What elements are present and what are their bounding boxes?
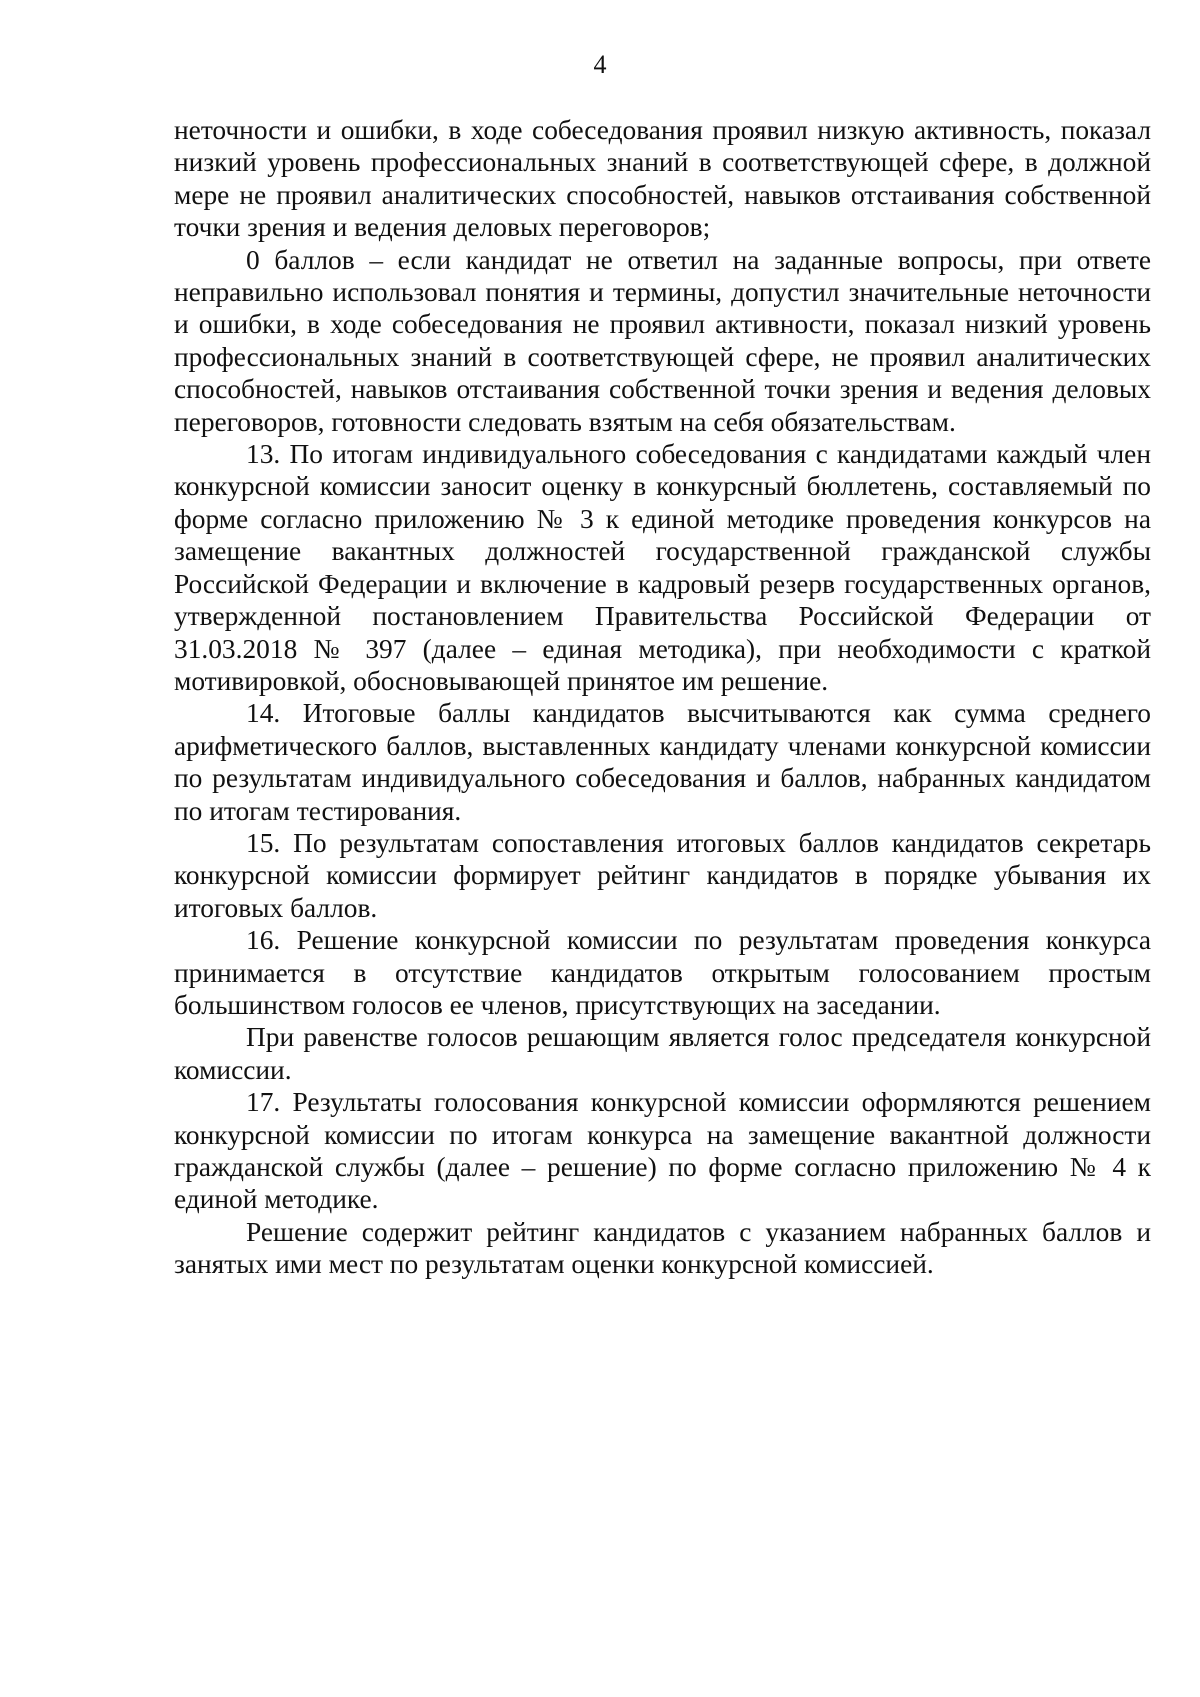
paragraph-13: 13. По итогам индивидуального собеседования с кандидатами каждый член конкурсной комиссии заносит оценку в конкурсный бюллетень, составляемый по форме согласно приложению № 3 к единой методике проведения конкурсов на замещение вакантных должностей государственной гражданской службы Российской Федерации и включение в кадровый резерв государственных органов, утвержденной постановлением Правительства Российской Федерации от 31.03.2018 № 397 (далее – единая методика), при необходимости с краткой мотивировкой, обосновывающей принятое им решение. <box>174 439 1151 696</box>
paragraph-14: 14. Итоговые баллы кандидатов высчитываются как сумма среднего арифметического баллов, выставленных кандидату членами конкурсной комиссии по результатам индивидуального собеседования и баллов, набранных кандидатом по итогам тестирования. <box>174 698 1151 826</box>
paragraph-tie-vote: При равенстве голосов решающим является голос председателя конкурсной комиссии. <box>174 1022 1151 1085</box>
paragraph-16: 16. Решение конкурсной комиссии по результатам проведения конкурса принимается в отсутствие кандидатов открытым голосованием простым большинством голосов ее членов, присутствующих на заседании. <box>174 925 1151 1020</box>
paragraph-15: 15. По результатам сопоставления итоговых баллов кандидатов секретарь конкурсной комиссии формирует рейтинг кандидатов в порядке убывания их итоговых баллов. <box>174 827 1151 923</box>
paragraph-zero-points: 0 баллов – если кандидат не ответил на заданные вопросы, при ответе неправильно использовал понятия и термины, допустил значительные неточности и ошибки, в ходе собеседования не проявил активности, показал низкий уровень профессиональных знаний в соответствующей сфере, не проявил аналитических способностей, навыков отстаивания собственной точки зрения и ведения деловых переговоров, готовности следовать взятым на себя обязательствам. <box>174 244 1151 437</box>
document-body <box>174 114 1151 1281</box>
paragraph-17: 17. Результаты голосования конкурсной комиссии оформляются решением конкурсной комиссии по итогам конкурса на замещение вакантной должности гражданской службы (далее – решение) по форме согласно приложению № 4 к единой методике. <box>174 1087 1151 1215</box>
paragraph-decision-rating: Решение содержит рейтинг кандидатов с указанием набранных баллов и занятых ими мест по результатам оценки конкурсной комиссией. <box>174 1216 1151 1280</box>
page-number: 4 <box>593 50 607 79</box>
paragraph-continuation: неточности и ошибки, в ходе собеседования проявил низкую активность, показал низкий уровень профессиональных знаний в соответствующей сфере, в должной мере не проявил аналитических способностей, навыков отстаивания собственной точки зрения и ведения деловых переговоров; <box>174 115 1151 243</box>
